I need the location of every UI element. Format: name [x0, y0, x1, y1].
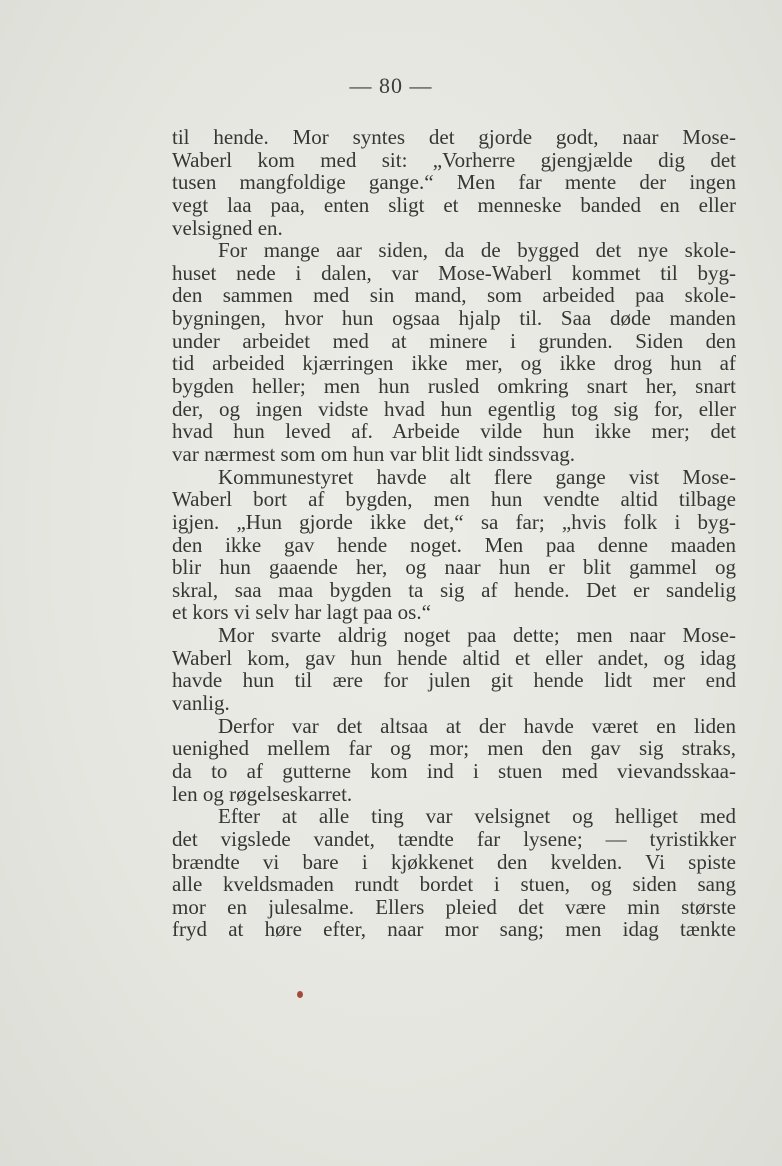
body-text — [172, 126, 736, 941]
text-line: et kors vi selv har lagt paa os.“ — [172, 600, 431, 625]
text-line: da to af gutterne kom ind i stuen med vievandsskaa- — [172, 758, 736, 783]
text-line: var nærmest som om hun var blit lidt sindssvag. — [172, 441, 576, 466]
text-line: skral, saa maa bygden ta sig af hende. Det er sandelig — [172, 577, 736, 602]
text-line: bygden heller; men hun rusled omkring snart her, snart — [172, 374, 736, 399]
text-line: vegt laa paa, enten sligt et menneske banded en eller — [172, 192, 736, 217]
page-number: — 80 — — [349, 73, 433, 98]
text-line: den ikke gav hende noget. Men paa denne maaden — [172, 532, 736, 557]
text-line: der, og ingen vidste hvad hun egentlig tog sig for, eller — [172, 396, 736, 421]
text-line: For mange aar siden, da de bygged det nye skole- — [218, 238, 736, 263]
text-line: Efter at alle ting var velsignet og helliget med — [218, 804, 736, 829]
text-line: Waberl kom, gav hun hende altid et eller andet, og idag — [172, 645, 736, 670]
text-line: velsigned en. — [172, 215, 283, 240]
text-line: bygningen, hvor hun ogsaa hjalp til. Saa døde manden — [172, 306, 736, 331]
text-line: til hende. Mor syntes det gjorde godt, naar Mose- — [172, 125, 736, 149]
text-line: den sammen med sin mand, som arbeided paa skole- — [172, 283, 736, 308]
text-line: vanlig. — [172, 691, 230, 716]
text-line: alle kveldsmaden rundt bordet i stuen, og siden sang — [172, 872, 736, 897]
text-line: tid arbeided kjærringen ikke mer, og ikke drog hun af — [172, 351, 736, 376]
text-line: huset nede i dalen, var Mose-Waberl kommet til byg- — [172, 260, 736, 285]
text-line: Kommunestyret havde alt flere gange vist Mose- — [218, 464, 736, 489]
text-line: havde hun til ære for julen git hende lidt mer end — [172, 668, 736, 693]
text-line: det vigslede vandet, tændte far lysene; — tyristikker — [172, 826, 736, 851]
text-line: Derfor var det altsaa at der havde været en liden — [218, 713, 736, 738]
text-line: Mor svarte aldrig noget paa dette; men naar Mose- — [218, 623, 736, 648]
text-line: len og røgelseskarret. — [172, 781, 353, 806]
text-line: Waberl bort af bygden, men hun vendte altid tilbage — [172, 487, 736, 512]
text-line: fryd at høre efter, naar mor sang; men idag tænkte — [172, 917, 736, 942]
text-line: blir hun gaaende her, og naar hun er blit gammel og — [172, 555, 736, 580]
text-line: under arbeidet med at minere i grunden. Siden den — [172, 328, 736, 353]
text-line: mor en julesalme. Ellers pleied det være min største — [172, 894, 736, 919]
text-line: hvad hun leved af. Arbeide vilde hun ikke mer; det — [172, 419, 736, 444]
text-line: uenighed mellem far og mor; men den gav sig straks, — [172, 736, 736, 761]
ink-speck — [297, 991, 303, 998]
text-line: Waberl kom med sit: „Vorherre gjengjælde dig det — [172, 147, 736, 172]
text-line: brændte vi bare i kjøkkenet den kvelden. Vi spiste — [172, 849, 736, 874]
text-line: tusen mangfoldige gange.“ Men far mente der ingen — [172, 170, 736, 195]
text-line: igjen. „Hun gjorde ikke det,“ sa far; „hvis folk i byg- — [172, 509, 736, 534]
